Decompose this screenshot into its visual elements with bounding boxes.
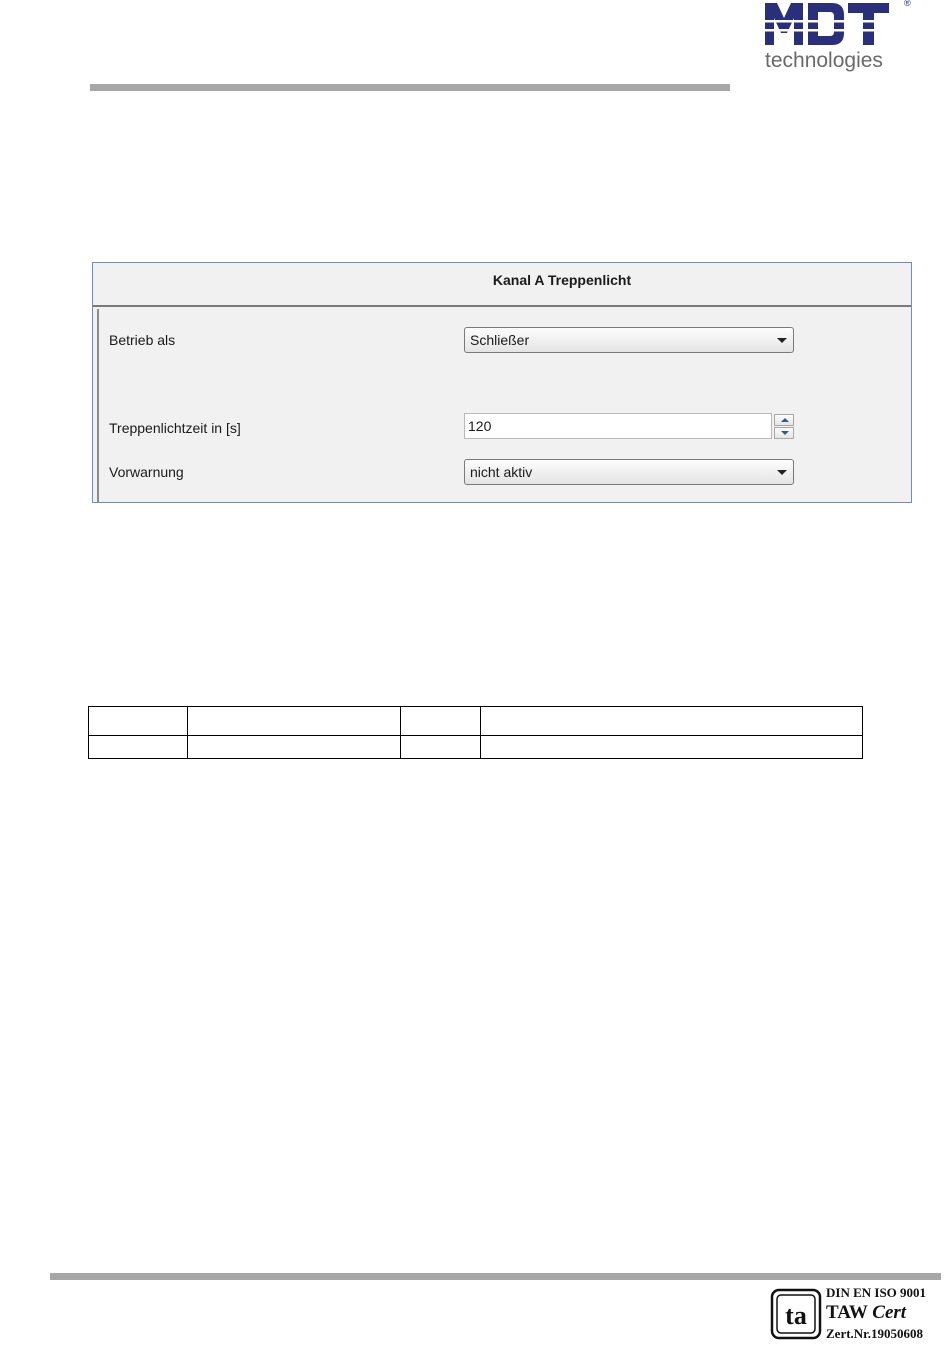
mdt-logo bbox=[762, 0, 912, 78]
table-cell bbox=[89, 707, 188, 736]
chevron-down-icon bbox=[777, 338, 787, 343]
cert-name bbox=[826, 1302, 906, 1324]
iso-certificate-badge bbox=[770, 1285, 940, 1347]
cert-standard: DIN EN ISO 9001 bbox=[826, 1285, 927, 1300]
betrieb-als-dropdown[interactable] bbox=[464, 327, 794, 353]
param-label-vorwarnung: Vorwarnung bbox=[109, 464, 184, 480]
svg-text:ta: ta bbox=[785, 1301, 807, 1330]
treppenlichtzeit-input[interactable] bbox=[464, 413, 772, 439]
taw-cert-emblem-icon bbox=[770, 1288, 822, 1340]
spin-up-button[interactable] bbox=[774, 414, 794, 426]
param-label-treppenlichtzeit: Treppenlichtzeit in [s] bbox=[109, 420, 241, 436]
vorwarnung-value: nicht aktiv bbox=[470, 464, 533, 480]
data-table bbox=[88, 706, 863, 759]
mdt-logo-wordmark bbox=[762, 0, 890, 48]
logo-subtitle: technologies bbox=[765, 49, 883, 72]
table-cell bbox=[401, 736, 481, 759]
footer-rule bbox=[50, 1273, 941, 1280]
table-cell bbox=[481, 707, 863, 736]
cert-name-cert: Cert bbox=[872, 1302, 907, 1323]
cert-name-taw: TAW bbox=[826, 1302, 873, 1323]
header-rule bbox=[90, 84, 730, 91]
parameter-dialog bbox=[92, 262, 912, 503]
dialog-title-bar bbox=[93, 263, 911, 307]
spin-down-button[interactable] bbox=[774, 427, 794, 439]
dialog-title: Kanal A Treppenlicht bbox=[492, 272, 632, 288]
table-cell bbox=[188, 736, 401, 759]
registered-mark: ® bbox=[904, 0, 911, 8]
table-row bbox=[89, 736, 863, 759]
table-cell bbox=[89, 736, 188, 759]
cert-number: Zert.Nr.19050608 bbox=[826, 1326, 924, 1341]
param-label-betrieb-als: Betrieb als bbox=[109, 332, 176, 348]
treppenlichtzeit-value: 120 bbox=[468, 418, 492, 434]
table-cell bbox=[188, 707, 401, 736]
chevron-down-icon bbox=[777, 470, 787, 475]
table-cell bbox=[401, 707, 481, 736]
table-row bbox=[89, 707, 863, 736]
vorwarnung-dropdown[interactable] bbox=[464, 459, 794, 485]
table-cell bbox=[481, 736, 863, 759]
betrieb-als-value: Schließer bbox=[470, 332, 530, 348]
dialog-body bbox=[97, 309, 911, 502]
